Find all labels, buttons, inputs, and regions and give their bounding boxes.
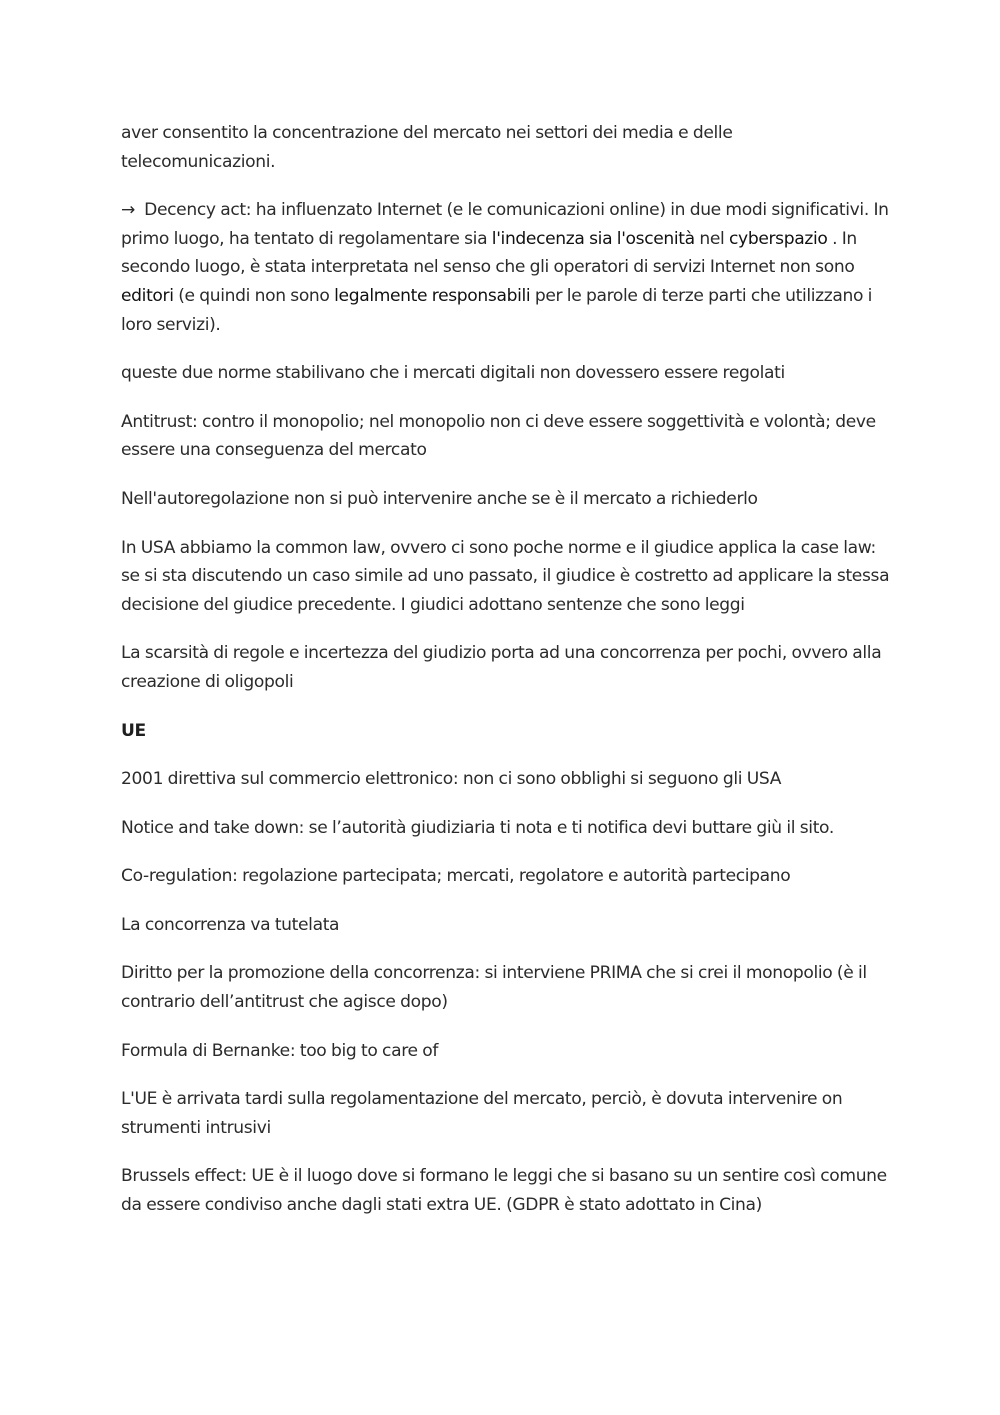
paragraph-media-concentration: aver consentito la concentrazione del mercato nei settori dei media e delle telecomunicazioni. [121, 123, 733, 172]
arrow-icon: → [121, 200, 135, 221]
decency-text-5: per le parole di terze parti che utilizzano i loro servizi). [121, 285, 873, 335]
decency-text-3: . In secondo luogo, è stata interpretata nel senso che gli operatori di servizi Internet non sono [121, 228, 857, 278]
paragraph-decency-act [121, 196, 891, 339]
paragraph-brussels-effect: Brussels effect: UE è il luogo dove si formano le leggi che si basano su un sentire così comune da essere condiviso anche dagli stati extra UE. (GDPR è stato adottato in Cina) [121, 1166, 887, 1216]
paragraph-ue-late: L'UE è arrivata tardi sulla regolamentazione del mercato, perciò, è dovuta intervenire on strumenti intrusivi [121, 1089, 843, 1138]
paragraph-co-regulation: Co-regulation: regolazione partecipata; mercati, regolatore e autorità partecipano [121, 866, 791, 887]
decency-text-4: (e quindi non sono [173, 285, 335, 306]
link-editori[interactable]: editori [121, 285, 174, 306]
link-cyberspazio[interactable]: cyberspazio [729, 228, 828, 249]
link-legalmente-responsabili[interactable]: legalmente responsabili [334, 285, 531, 306]
paragraph-notice-take-down: Notice and take down: se l’autorità giudiziaria ti nota e ti notifica devi buttare giù il sito. [121, 817, 834, 838]
decency-text-1: Decency act: ha influenzato Internet (e le comunicazioni online) in due modi significativi. In primo luogo, ha tentato di regolamentare sia [121, 200, 889, 249]
paragraph-bernanke: Formula di Bernanke: too big to care of [121, 1040, 439, 1061]
paragraph-antitrust: Antitrust: contro il monopolio; nel monopolio non ci deve essere soggettività e volontà; deve essere una conseguenza del mercato [121, 411, 876, 461]
paragraph-self-regulation: Nell'autoregolazione non si può intervenire anche se è il mercato a richiederlo [121, 488, 758, 509]
section-heading-ue: UE [121, 720, 146, 741]
link-indecenza-oscenita[interactable]: l'indecenza sia l'oscenità [491, 228, 695, 249]
paragraph-digital-markets: queste due norme stabilivano che i mercati digitali non dovessero essere regolati [121, 363, 785, 384]
decency-text-2: nel [694, 228, 729, 249]
paragraph-oligopoly: La scarsità di regole e incertezza del giudizio porta ad una concorrenza per pochi, ovvero alla creazione di oligopoli [121, 643, 882, 692]
paragraph-common-law: In USA abbiamo la common law, ovvero ci sono poche norme e il giudice applica la case law: se si sta discutendo un caso simile ad uno passato, il giudice è costretto ad applicare la stessa decisione del giudice precedente. I giudici adottano sentenze che sono leggi [121, 537, 890, 615]
document-page [121, 119, 891, 1240]
paragraph-competition-protection: La concorrenza va tutelata [121, 914, 340, 935]
paragraph-ecommerce-directive: 2001 direttiva sul commercio elettronico: non ci sono obblighi si seguono gli USA [121, 769, 782, 790]
paragraph-competition-promotion: Diritto per la promozione della concorrenza: si interviene PRIMA che si crei il monopolio (è il contrario dell’antitrust che agisce dopo) [121, 963, 867, 1013]
